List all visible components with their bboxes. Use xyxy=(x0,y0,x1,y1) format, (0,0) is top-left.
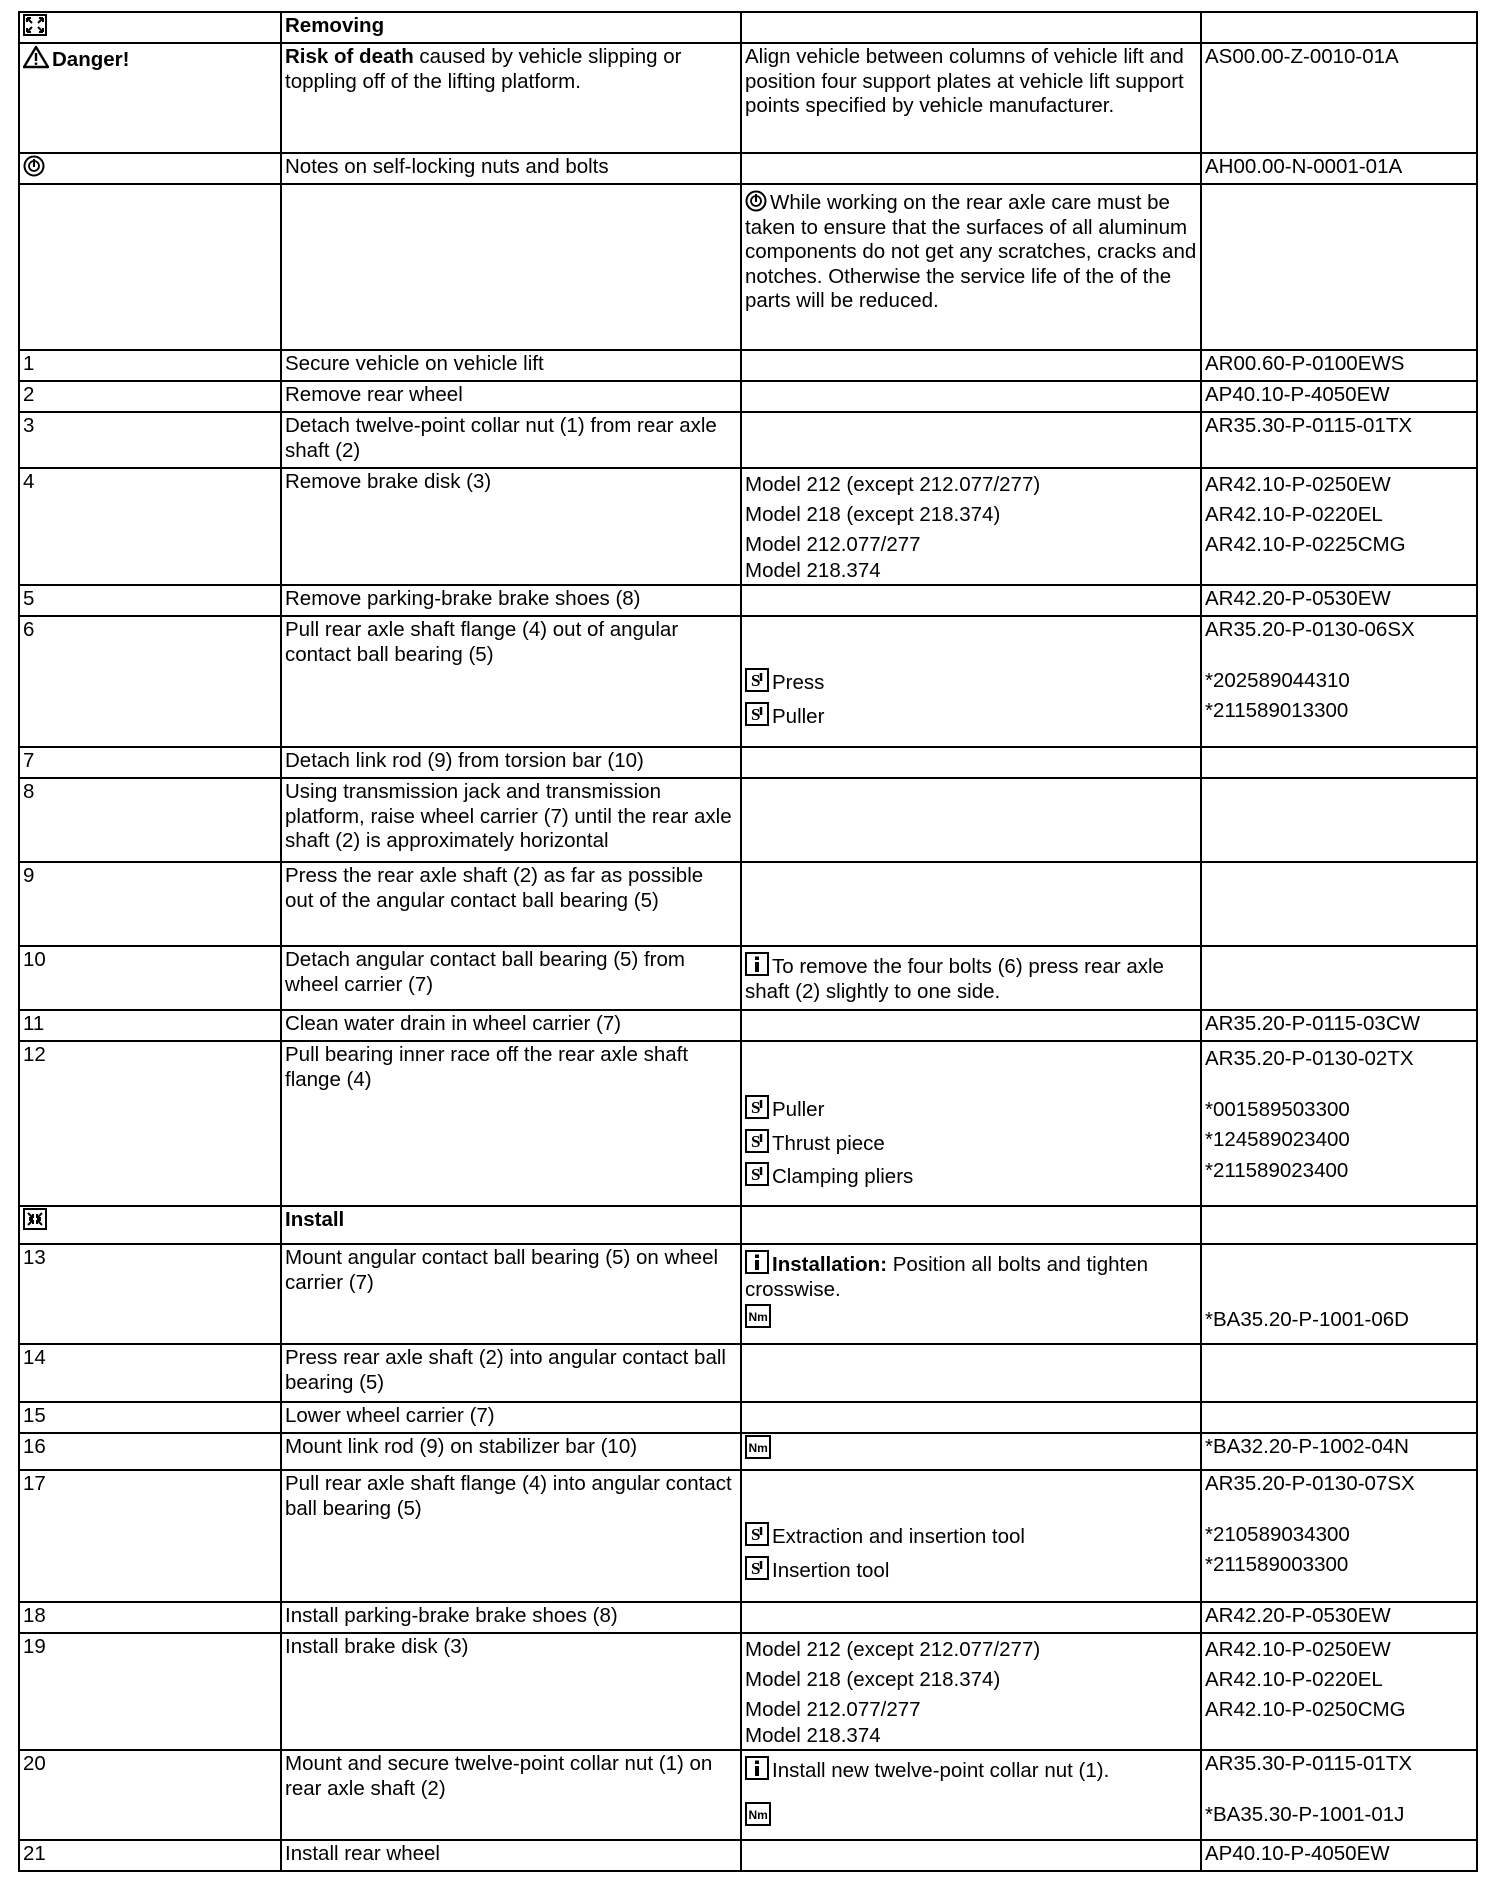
step-number: 1 xyxy=(23,352,35,375)
step-ref: AR35.20-P-0130-02TX xyxy=(1205,1047,1414,1070)
step-number: 21 xyxy=(23,1842,46,1865)
torque-icon xyxy=(745,1435,771,1459)
step-text: Clean water drain in wheel carrier (7) xyxy=(285,1012,622,1035)
step-text: Detach angular contact ball bearing (5) from wheel carrier (7) xyxy=(285,948,685,996)
caution-icon xyxy=(23,155,45,177)
step-ref: AR42.20-P-0530EW xyxy=(1205,587,1391,610)
step-ref: AR35.30-P-0115-01TX xyxy=(1205,1752,1413,1775)
step-number: 15 xyxy=(23,1404,46,1427)
section-row-removing xyxy=(19,12,1477,43)
danger-text: caused by vehicle slipping or toppling off of the lifting platform. xyxy=(285,45,682,93)
step-text: Pull bearing inner race off the rear axle shaft flange (4) xyxy=(285,1043,689,1091)
caution-text: While working on the rear axle care must be taken to ensure that the surfaces of all aluminum components do not get any scratches, cracks and notches. Otherwise the service life of the of the parts will be reduced. xyxy=(745,191,1197,312)
caution-row xyxy=(19,184,1477,350)
svg-text:Nm: Nm xyxy=(748,1807,768,1822)
step-number: 10 xyxy=(23,948,46,971)
step-number: 11 xyxy=(23,1012,45,1035)
torque-icon xyxy=(745,1802,771,1826)
info-note-title: Installation: xyxy=(772,1253,888,1276)
tool-part-number: *124589023400 xyxy=(1205,1128,1350,1151)
step-number: 19 xyxy=(23,1635,46,1658)
step-text: Lower wheel carrier (7) xyxy=(285,1404,495,1427)
torque-ref: *BA32.20-P-1002-04N xyxy=(1205,1435,1409,1458)
step-ref: AR42.10-P-0220EL xyxy=(1205,503,1383,526)
tool-name: Insertion tool xyxy=(772,1558,890,1582)
svg-text:S: S xyxy=(751,1525,761,1544)
step-row xyxy=(19,1244,1477,1344)
step-row xyxy=(19,1633,1477,1750)
step-ref: AR35.20-P-0115-03CW xyxy=(1205,1012,1420,1035)
special-tool-icon xyxy=(745,1556,769,1580)
step-row xyxy=(19,350,1477,381)
step-number: 16 xyxy=(23,1435,46,1458)
tool-name: Press xyxy=(772,671,825,694)
step-row xyxy=(19,1602,1477,1633)
special-tool-icon xyxy=(745,1162,769,1186)
step-ref: AR42.10-P-0250EW xyxy=(1205,473,1391,496)
tool-part-number: *211589023400 xyxy=(1205,1158,1349,1182)
info-note: Install new twelve-point collar nut (1). xyxy=(772,1759,1110,1782)
remove-section-icon xyxy=(23,14,47,36)
step-ref: AR35.30-P-0115-01TX xyxy=(1205,414,1413,437)
model-variant: Model 218.374 xyxy=(745,1724,881,1747)
info-note: To remove the four bolts (6) press rear axle shaft (2) slightly to one side. xyxy=(745,955,1164,1003)
step-text: Install brake disk (3) xyxy=(285,1635,469,1658)
step-text: Using transmission jack and transmission platform, raise wheel carrier (7) until the rear axle shaft (2) is approximately horizontal xyxy=(285,780,732,852)
svg-text:S: S xyxy=(751,1098,761,1117)
step-row xyxy=(19,585,1477,616)
step-ref: AR35.20-P-0130-07SX xyxy=(1205,1472,1415,1495)
step-ref: AR42.20-P-0530EW xyxy=(1205,1604,1391,1627)
step-text: Mount angular contact ball bearing (5) on wheel carrier (7) xyxy=(285,1246,719,1294)
step-number: 20 xyxy=(23,1752,46,1775)
special-tool-icon xyxy=(745,668,769,692)
step-text: Secure vehicle on vehicle lift xyxy=(285,352,544,375)
step-number: 4 xyxy=(23,470,35,493)
info-icon xyxy=(745,1250,769,1274)
step-row xyxy=(19,468,1477,585)
step-number: 3 xyxy=(23,414,35,437)
step-text: Mount and secure twelve-point collar nut (1) on rear axle shaft (2) xyxy=(285,1752,713,1800)
step-text: Install parking-brake brake shoes (8) xyxy=(285,1604,618,1627)
step-row xyxy=(19,778,1477,862)
step-row xyxy=(19,862,1477,946)
svg-text:S: S xyxy=(751,671,761,690)
info-note: Position all bolts and tighten crosswise. xyxy=(745,1253,1149,1301)
step-ref: AR42.10-P-0220EL xyxy=(1205,1668,1383,1691)
step-row xyxy=(19,1344,1477,1402)
step-text: Press rear axle shaft (2) into angular contact ball bearing (5) xyxy=(285,1346,726,1394)
model-variant: Model 218 (except 218.374) xyxy=(745,503,1001,526)
model-variant: Model 212 (except 212.077/277) xyxy=(745,473,1041,496)
svg-text:Nm: Nm xyxy=(748,1310,768,1324)
step-row xyxy=(19,616,1477,747)
step-ref: AR42.10-P-0250EW xyxy=(1205,1638,1391,1661)
info-icon xyxy=(745,1756,769,1780)
step-number: 12 xyxy=(23,1043,46,1066)
step-row xyxy=(19,1750,1477,1840)
step-row xyxy=(19,1010,1477,1041)
tool-part-number: *211589013300 xyxy=(1205,699,1349,722)
step-number: 14 xyxy=(23,1346,46,1369)
step-row xyxy=(19,381,1477,412)
install-section-icon xyxy=(23,1208,47,1230)
section-row-install xyxy=(19,1206,1477,1244)
tool-part-number: *202589044310 xyxy=(1205,668,1350,692)
danger-note: Align vehicle between columns of vehicle lift and position four support plates at vehicle lift support points specified by vehicle manufacturer. xyxy=(745,45,1184,117)
step-number: 18 xyxy=(23,1604,46,1627)
procedure-table xyxy=(18,11,1478,1872)
torque-ref: *BA35.30-P-1001-01J xyxy=(1205,1802,1405,1826)
danger-label: Danger! xyxy=(52,48,130,71)
model-variant: Model 218.374 xyxy=(745,559,881,582)
caution-icon xyxy=(745,190,767,212)
tool-name: Puller xyxy=(772,1098,825,1121)
step-row xyxy=(19,1041,1477,1206)
tool-name: Thrust piece xyxy=(772,1131,885,1155)
step-row xyxy=(19,1433,1477,1470)
torque-ref: *BA35.20-P-1001-06D xyxy=(1205,1308,1409,1331)
notes-text: Notes on self-locking nuts and bolts xyxy=(285,155,609,178)
model-variant: Model 218 (except 218.374) xyxy=(745,1668,1001,1691)
danger-ref: AS00.00-Z-0010-01A xyxy=(1205,45,1399,68)
step-ref: AR00.60-P-0100EWS xyxy=(1205,352,1405,375)
svg-text:Nm: Nm xyxy=(748,1441,768,1455)
step-number: 2 xyxy=(23,383,35,406)
special-tool-icon xyxy=(745,1522,769,1546)
warning-triangle-icon xyxy=(23,45,49,69)
step-row xyxy=(19,412,1477,468)
step-number: 9 xyxy=(23,864,35,887)
step-ref: AR42.10-P-0225CMG xyxy=(1205,533,1406,556)
step-text: Detach link rod (9) from torsion bar (10) xyxy=(285,749,644,772)
tool-name: Extraction and insertion tool xyxy=(772,1525,1025,1548)
tool-part-number: *210589034300 xyxy=(1205,1522,1350,1546)
model-variant: Model 212.077/277 xyxy=(745,1698,921,1721)
step-text: Detach twelve-point collar nut (1) from rear axle shaft (2) xyxy=(285,414,717,462)
step-number: 17 xyxy=(23,1472,46,1495)
step-number: 5 xyxy=(23,587,35,610)
step-number: 13 xyxy=(23,1246,46,1269)
step-text: Remove brake disk (3) xyxy=(285,470,492,493)
torque-icon xyxy=(745,1304,771,1328)
section-title: Install xyxy=(285,1208,345,1231)
step-row xyxy=(19,747,1477,778)
step-text: Remove rear wheel xyxy=(285,383,463,406)
step-row xyxy=(19,1840,1477,1871)
notes-ref: AH00.00-N-0001-01A xyxy=(1205,155,1403,178)
step-ref: AP40.10-P-4050EW xyxy=(1205,383,1390,406)
model-variant: Model 212.077/277 xyxy=(745,533,921,556)
step-number: 8 xyxy=(23,780,35,803)
step-row xyxy=(19,1470,1477,1602)
special-tool-icon xyxy=(745,1095,769,1119)
step-ref: AR42.10-P-0250CMG xyxy=(1205,1698,1406,1721)
special-tool-icon xyxy=(745,702,769,726)
step-text: Install rear wheel xyxy=(285,1842,440,1865)
step-row xyxy=(19,1402,1477,1433)
step-number: 6 xyxy=(23,618,35,641)
step-text: Press the rear axle shaft (2) as far as possible out of the angular contact ball bearing (5) xyxy=(285,864,704,912)
svg-text:S: S xyxy=(751,1131,761,1151)
svg-text:S: S xyxy=(751,704,761,724)
notes-row xyxy=(19,153,1477,184)
step-row xyxy=(19,946,1477,1010)
step-text: Remove parking-brake brake shoes (8) xyxy=(285,587,641,610)
step-ref: AP40.10-P-4050EW xyxy=(1205,1842,1390,1865)
step-number: 7 xyxy=(23,749,35,772)
model-variant: Model 212 (except 212.077/277) xyxy=(745,1638,1041,1661)
svg-text:S: S xyxy=(751,1165,761,1184)
tool-name: Puller xyxy=(772,704,825,728)
danger-title: Risk of death xyxy=(285,45,414,68)
step-ref: AR35.20-P-0130-06SX xyxy=(1205,618,1415,641)
step-text: Pull rear axle shaft flange (4) out of angular contact ball bearing (5) xyxy=(285,618,679,666)
tool-part-number: *001589503300 xyxy=(1205,1097,1350,1121)
svg-text:S: S xyxy=(751,1558,761,1578)
step-text: Pull rear axle shaft flange (4) into angular contact ball bearing (5) xyxy=(285,1472,732,1520)
special-tool-icon xyxy=(745,1129,769,1153)
step-text: Mount link rod (9) on stabilizer bar (10) xyxy=(285,1435,638,1458)
tool-part-number: *211589003300 xyxy=(1205,1553,1349,1576)
info-icon xyxy=(745,952,769,976)
section-title: Removing xyxy=(285,14,385,37)
tool-name: Clamping pliers xyxy=(772,1165,914,1188)
danger-row xyxy=(19,43,1477,153)
